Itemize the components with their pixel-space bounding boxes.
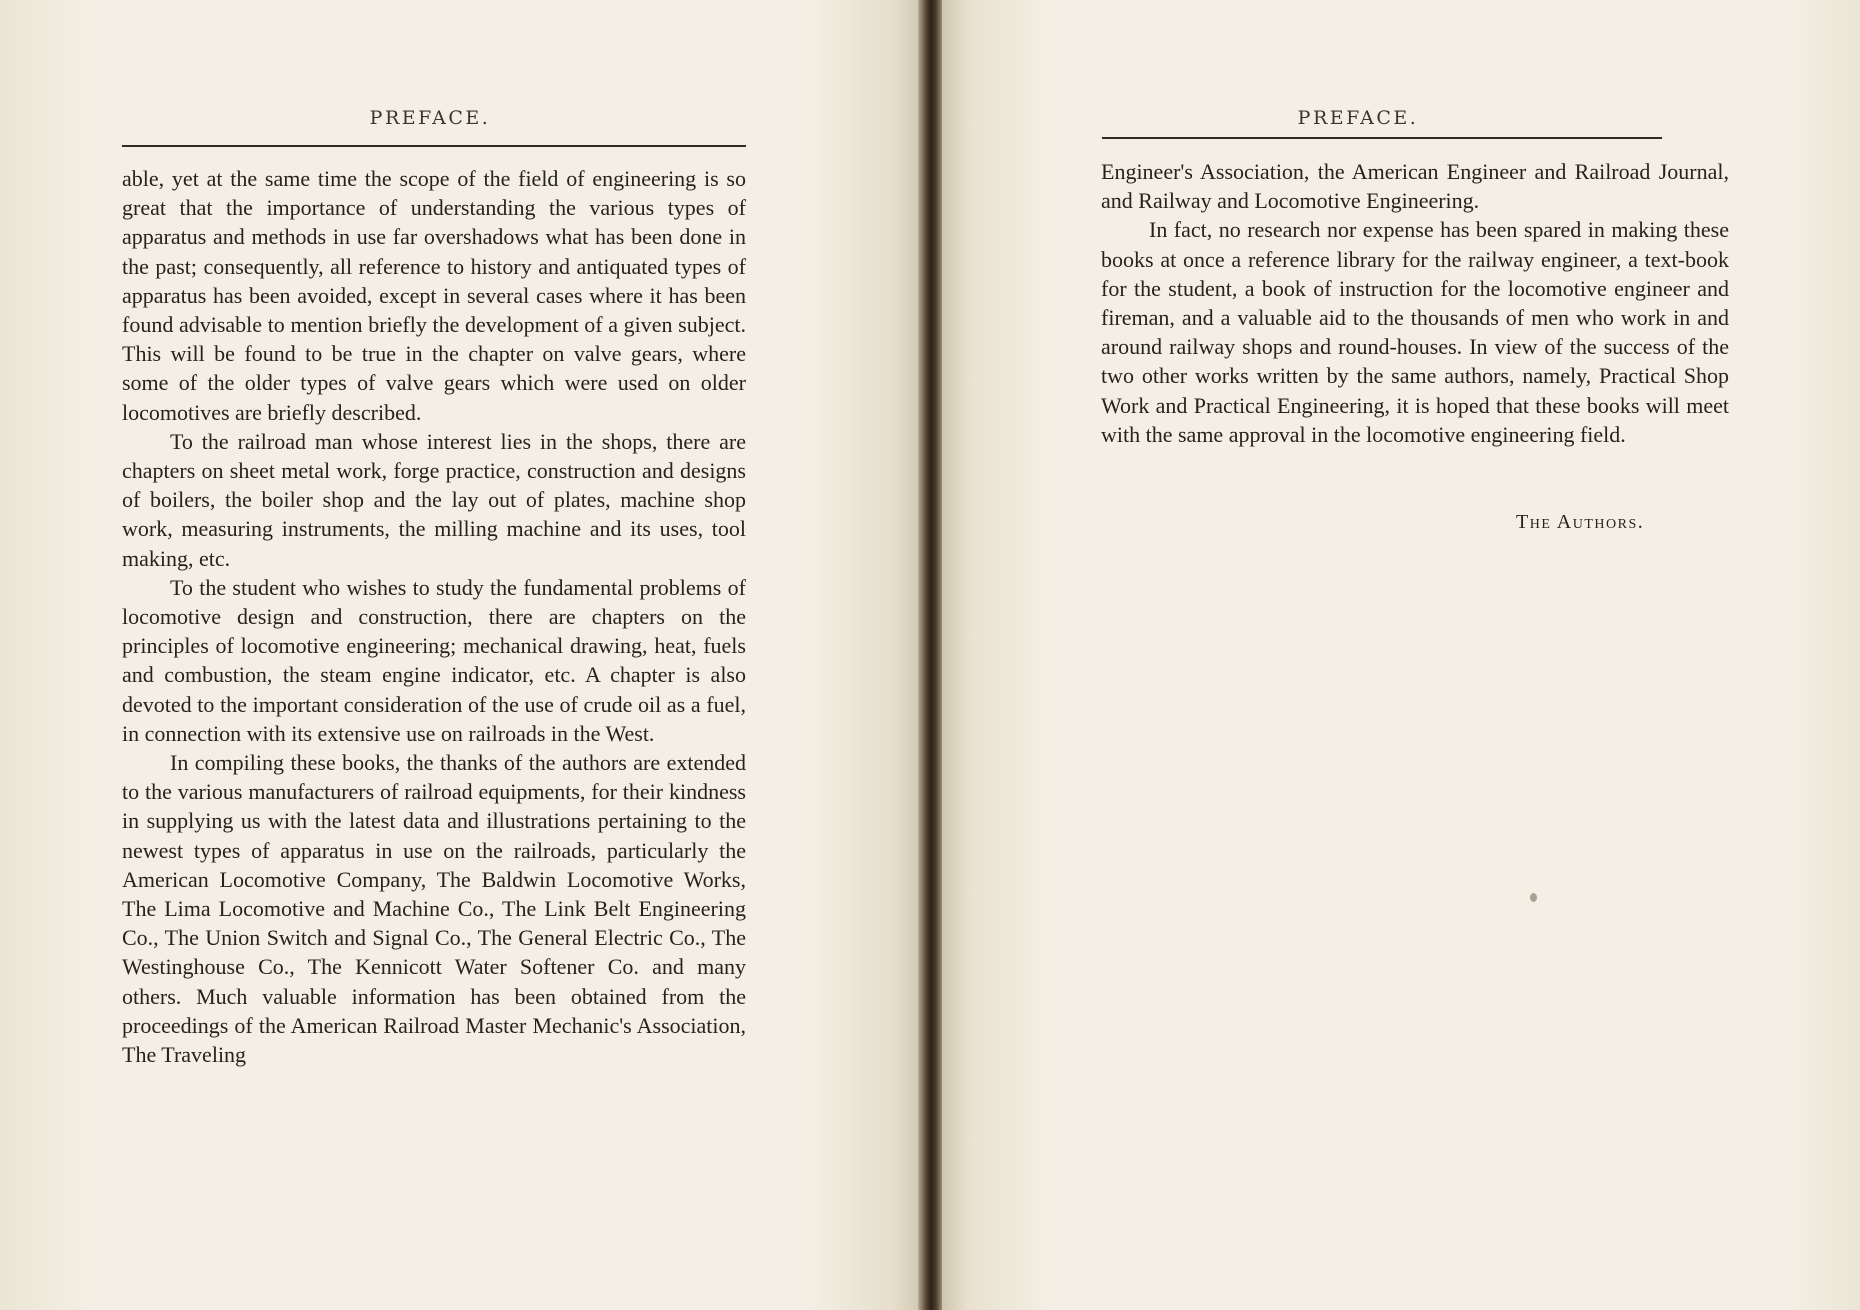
left-running-head: PREFACE. bbox=[369, 107, 491, 129]
left-paragraph-1: able, yet at the same time the scope of the field of engineering is so great that the importance of understanding the various types of apparatus and methods in use far overshadows what has been done in the past; consequently, all reference to history and antiquated types of apparatus has been avoided, except in several cases where it has been found advisable to mention briefly the development of a given subject. This will be found to be true in the chapter on valve gears, where some of the older types of valve gears which were used on older locomotives are briefly described. bbox=[122, 166, 746, 425]
right-page bbox=[942, 0, 1860, 1310]
left-paragraph-2: To the railroad man whose interest lies in the shops, there are chapters on sheet metal work, forge practice, construction and designs of boilers, the boiler shop and the lay out of plates, machine shop work, measuring instruments, the milling machine and its uses, tool making, etc. bbox=[122, 428, 746, 571]
right-head-rule bbox=[1102, 137, 1662, 139]
book-gutter bbox=[918, 0, 944, 1310]
paper-speck bbox=[1530, 893, 1537, 902]
right-paragraph-2: In fact, no research nor expense has been spared in making these books at once a reference library for the railway engineer, a text-book for the student, a book of instruction for the locomotive engineer and fireman, and a valuable aid to the thousands of men who work in and around railway shops and round-houses. In view of the success of the two other works written by the same authors, namely, Practical Shop Work and Practical Engineering, it is hoped that these books will meet with the same approval in the locomotive engineering field. bbox=[1101, 217, 1729, 447]
left-head-rule bbox=[122, 145, 746, 147]
left-text-block bbox=[122, 164, 746, 1069]
right-running-head: PREFACE. bbox=[1297, 107, 1419, 129]
left-paragraph-3: To the student who wishes to study the fundamental problems of locomotive design and construction, there are chapters on the principles of locomotive engineering; mechanical drawing, heat, fuels and combustion, the steam engine indicator, etc. A chapter is also devoted to the important consideration of the use of crude oil as a fuel, in connection with its extensive use on railroads in the West. bbox=[122, 574, 746, 746]
left-paragraph-4: In compiling these books, the thanks of the authors are extended to the various manufacturers of railroad equipments, for their kindness in supplying us with the latest data and illustrations pertaining to the newest types of apparatus in use on the railroads, particularly the American Locomotive Company, The Baldwin Locomotive Works, The Lima Locomotive and Machine Co., The Link Belt Engineering Co., The Union Switch and Signal Co., The General Electric Co., The Westinghouse Co., The Kennicott Water Softener Co. and many others. Much valuable information has been obtained from the proceedings of the American Railroad Master Mechanic's Association, The Traveling bbox=[122, 750, 746, 1068]
left-page bbox=[0, 0, 920, 1310]
authors-signature: The Authors. bbox=[1516, 511, 1645, 533]
right-text-block bbox=[1101, 157, 1729, 449]
right-paragraph-1: Engineer's Association, the American Engineer and Railroad Journal, and Railway and Locomotive Engineering. bbox=[1101, 159, 1729, 214]
